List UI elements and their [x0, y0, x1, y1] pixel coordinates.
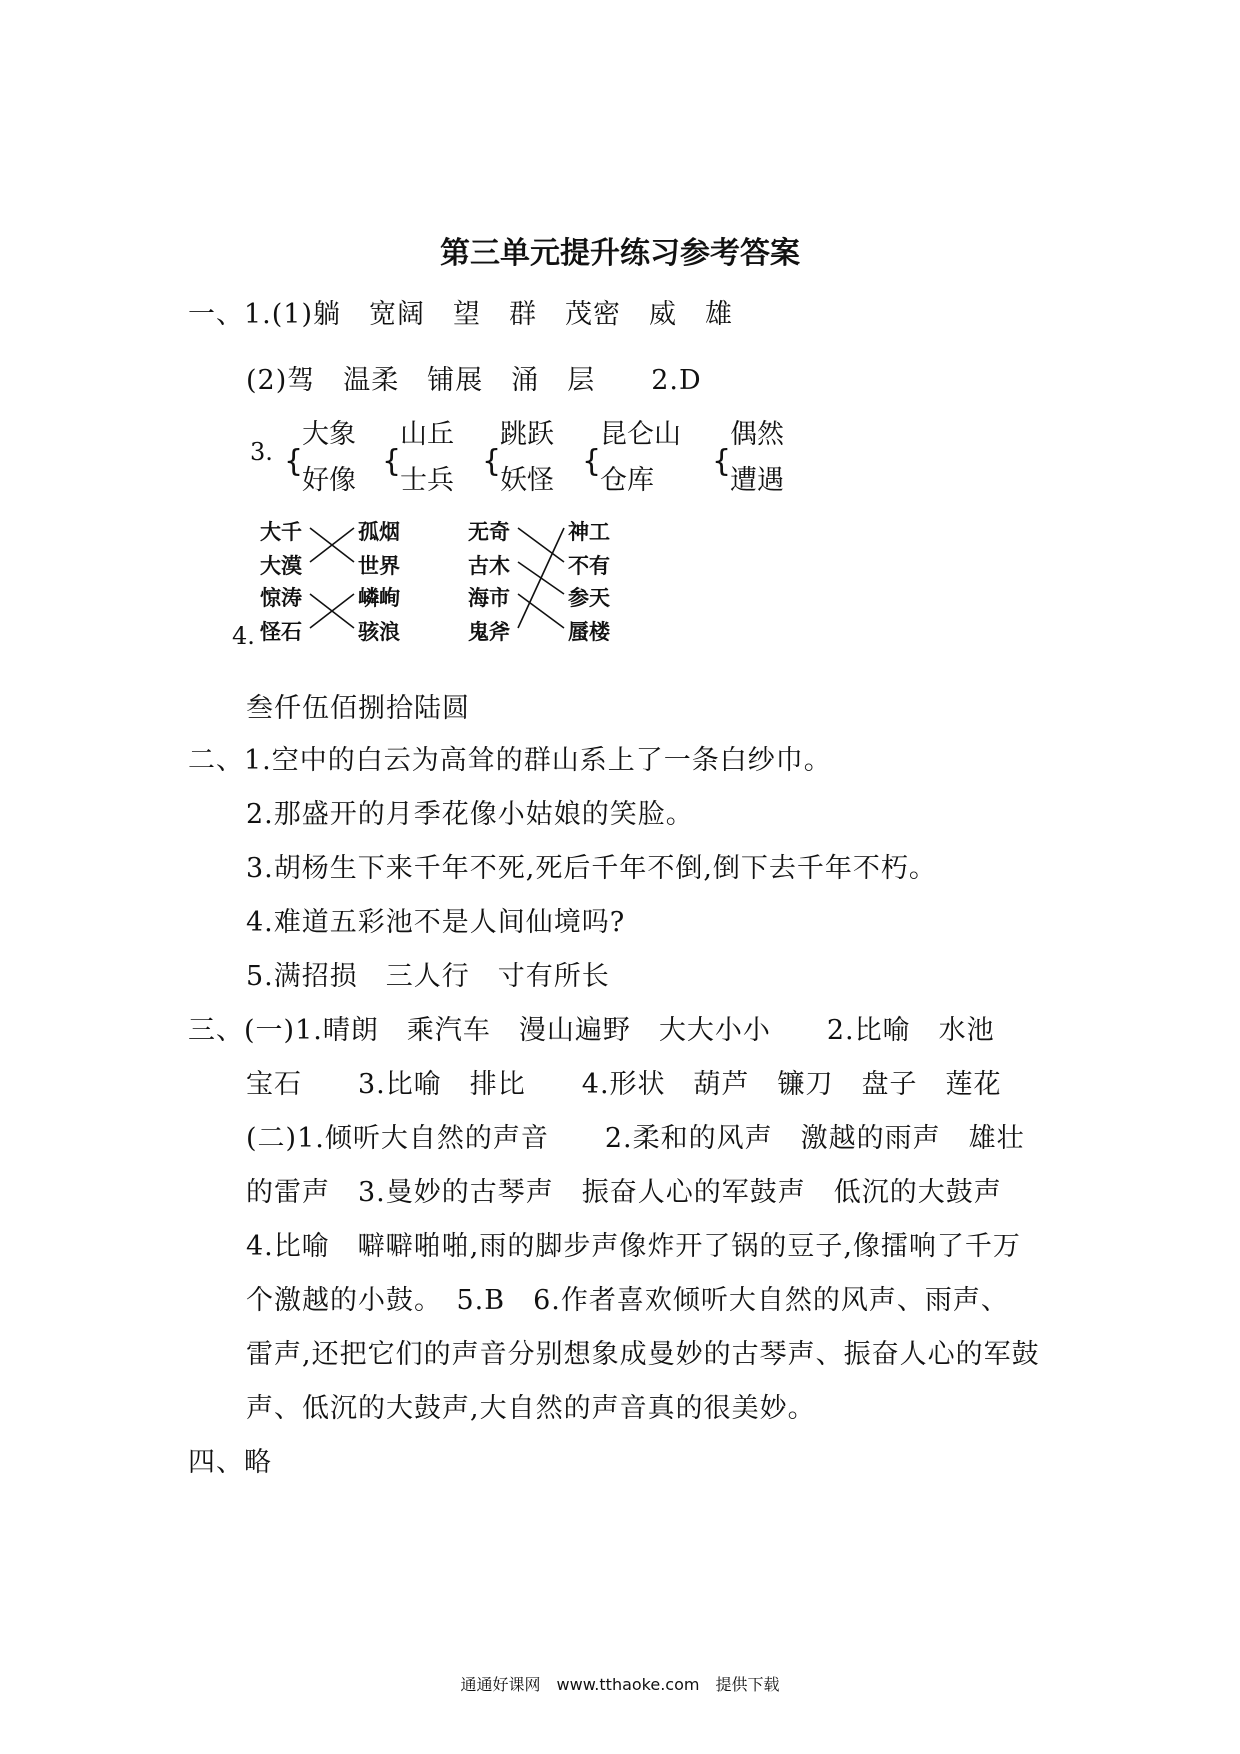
match-word: 惊涛	[260, 586, 302, 610]
brace-word-bottom: 仓库	[600, 465, 654, 496]
section4-line	[188, 1440, 272, 1479]
answer-line: 1.空中的白云为高耸的群山系上了一条白纱巾。	[244, 745, 832, 776]
brace-word-top: 山丘	[400, 419, 454, 450]
section3-line6: 个激越的小鼓。 5.B 6.作者喜欢倾听大自然的风声、雨声、	[246, 1285, 1009, 1316]
section2-label: 二、	[188, 745, 244, 776]
section3-line1	[188, 1008, 995, 1047]
brace-word-bottom: 遭遇	[730, 465, 784, 496]
section3-line5: 4.比喻 噼噼啪啪,雨的脚步声像炸开了锅的豆子,像擂响了千万	[246, 1231, 1021, 1262]
brace-word-top: 偶然	[730, 419, 784, 450]
section3-line4: 的雷声 3.曼妙的古琴声 振奋人心的军鼓声 低沉的大鼓声	[246, 1177, 1002, 1208]
section3-line7: 雷声,还把它们的声音分别想象成曼妙的古琴声、振奋人心的军鼓	[246, 1339, 1040, 1370]
q4-label: 4.	[232, 622, 255, 650]
answer-word: 满招损	[273, 961, 358, 992]
answer-word: 威	[649, 299, 678, 330]
section4-label: 四、	[188, 1447, 244, 1478]
q4-matching	[250, 508, 670, 658]
answer-word: 寸有所长	[497, 961, 610, 992]
answer-word: 群	[509, 299, 538, 330]
match-line	[518, 528, 564, 628]
q1-prefix: 1.(1)	[244, 299, 314, 330]
brace-word-bottom: 妖怪	[500, 465, 554, 496]
section1-line1	[188, 292, 733, 331]
section2-line1	[188, 738, 832, 777]
answer-word: 三人行	[385, 961, 470, 992]
page-title: 第三单元提升练习参考答案	[440, 236, 800, 271]
match-word: 世界	[358, 554, 400, 578]
match-word: 孤烟	[358, 520, 400, 544]
answer-line: (一)1.晴朗 乘汽车 漫山遍野 大大小小 2.比喻 水池	[244, 1015, 995, 1046]
q5-prefix: 5.	[246, 961, 274, 992]
brace-glyph: {	[482, 444, 502, 479]
match-word: 蜃楼	[568, 620, 610, 644]
q3-label: 3.	[250, 438, 273, 466]
match-word: 大漠	[260, 554, 302, 578]
match-word: 无奇	[468, 520, 510, 544]
match-word: 海市	[468, 586, 510, 610]
match-word: 参天	[568, 586, 610, 610]
match-word: 不有	[568, 554, 610, 578]
answer-word: 温柔	[343, 365, 400, 396]
brace-word-top: 跳跃	[500, 419, 554, 450]
answer-word: 茂密	[565, 299, 622, 330]
brace-word-bottom: 好像	[302, 465, 356, 496]
match-line	[518, 528, 564, 562]
q1-2-prefix: (2)	[246, 365, 288, 396]
brace-glyph: {	[582, 444, 602, 479]
brace-word-bottom: 士兵	[400, 465, 454, 496]
section1-line2	[246, 358, 702, 397]
match-word: 神工	[568, 520, 610, 544]
section3-line2: 宝石 3.比喻 排比 4.形状 葫芦 镰刀 盘子 莲花	[246, 1069, 1002, 1100]
q5-answer: 叁仟伍佰捌拾陆圆	[246, 693, 470, 724]
match-word: 鬼斧	[468, 620, 510, 644]
answer-word: 铺展	[427, 365, 484, 396]
answer-word: 雄	[705, 299, 734, 330]
brace-glyph: {	[712, 444, 732, 479]
answer-word: 层	[567, 365, 596, 396]
footer-credit: 通通好课网 www.tthaoke.com 提供下载	[460, 1675, 780, 1694]
section2-line2: 2.那盛开的月季花像小姑娘的笑脸。	[246, 799, 694, 830]
brace-glyph: {	[382, 444, 402, 479]
answer-word: 躺	[313, 299, 342, 330]
brace-word-top: 昆仑山	[600, 419, 681, 450]
match-word: 怪石	[260, 620, 302, 644]
section3-line8: 声、低沉的大鼓声,大自然的声音真的很美妙。	[246, 1393, 816, 1424]
answer-word: 驾	[287, 365, 316, 396]
match-word: 嶙峋	[358, 586, 400, 610]
brace-word-top: 大象	[302, 419, 356, 450]
section2-line3: 3.胡杨生下来千年不死,死后千年不倒,倒下去千年不朽。	[246, 853, 937, 884]
answer-word: 望	[453, 299, 482, 330]
match-word: 古木	[468, 554, 510, 578]
section3-line3: (二)1.倾听大自然的声音 2.柔和的风声 激越的雨声 雄壮	[246, 1123, 1025, 1154]
answer-line: 略	[244, 1447, 272, 1478]
section3-label: 三、	[188, 1015, 244, 1046]
brace-glyph: {	[284, 444, 304, 479]
section1-label: 一、	[188, 299, 244, 330]
match-line	[518, 594, 564, 628]
section2-line5	[246, 954, 610, 993]
answer-word: 涌	[511, 365, 540, 396]
q2-answer: 2.D	[651, 365, 702, 396]
match-word: 大千	[260, 520, 302, 544]
match-word: 骇浪	[358, 620, 400, 644]
section2-line4: 4.难道五彩池不是人间仙境吗?	[246, 907, 626, 938]
answer-word: 宽阔	[369, 299, 426, 330]
